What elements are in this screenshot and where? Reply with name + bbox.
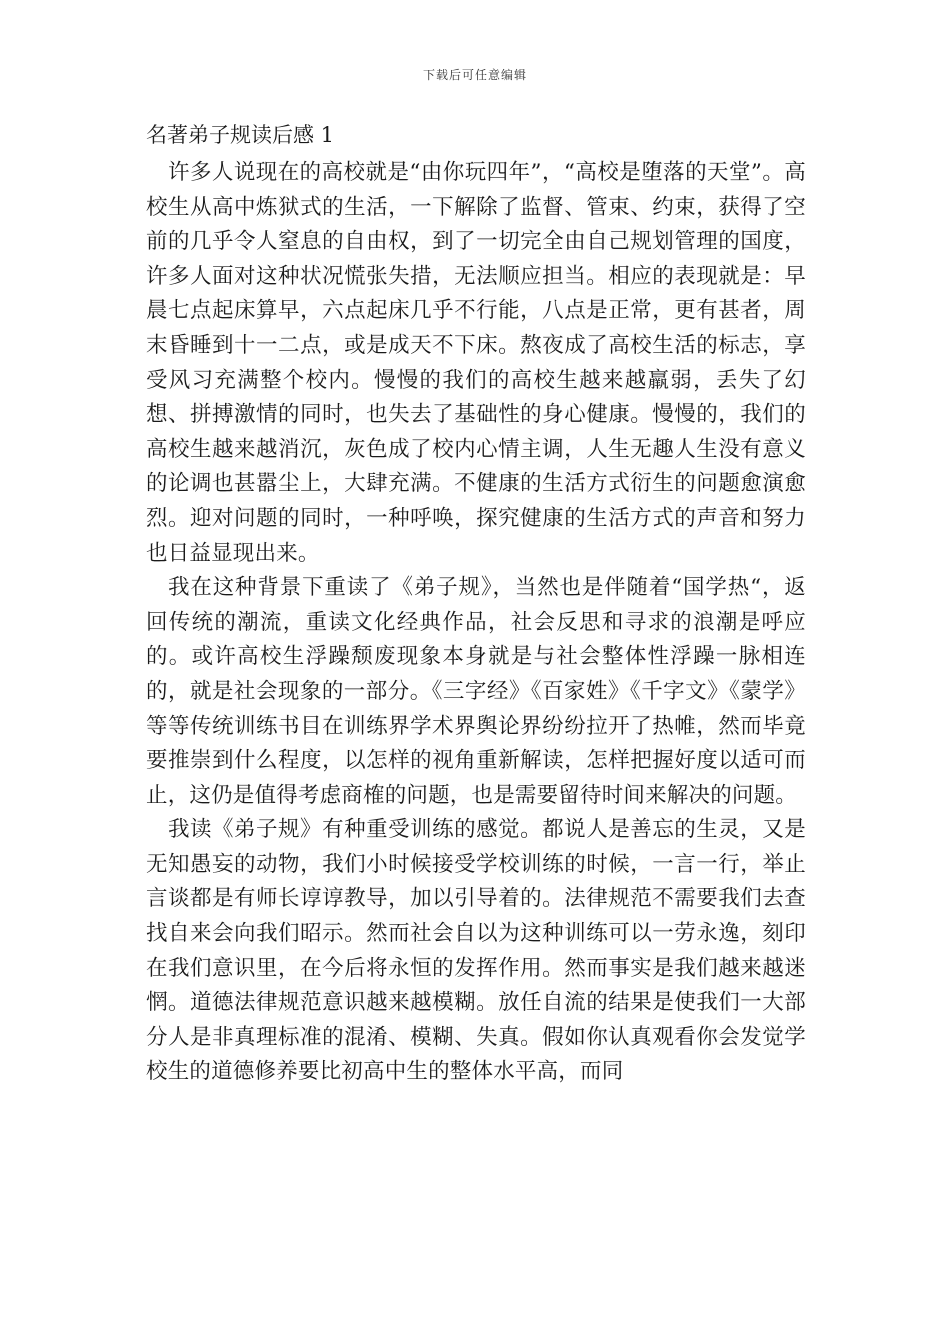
document-title: 名著弟子规读后感 1 <box>146 123 335 147</box>
paragraph: 我读《弟子规》有种重受训练的感觉。都说人是善忘的生灵，又是无知愚妄的动物，我们小时候接受学校训练的时候，一言一行，举止言谈都是有师长谆谆教导，加以引导着的。法律规范不需要我们去查找自来会向我们昭示。然而社会自以为这种训练可以一劳永逸，刻印在我们意识里，在今后将永恒的发挥作用。然而事实是我们越来越迷惘。道德法律规范意识越来越模糊。放任自流的结果是使我们一大部分人是非真理标准的混淆、模糊、失真。假如你认真观看你会发觉学校生的道德修养要比初高中生的整体水平高，而同 <box>146 817 806 1085</box>
document-body <box>146 156 806 1090</box>
paragraph: 许多人说现在的高校就是“由你玩四年”，“高校是堕落的天堂”。高校生从高中炼狱式的生活，一下解除了监督、管束、约束，获得了空前的几乎令人窒息的自由权，到了一切完全由自己规划管理的国度，许多人面对这种状况慌张失措，无法顺应担当。相应的表现就是：早晨七点起床算早，六点起床几乎不行能，八点是正常，更有甚者，周末昏睡到十一二点，或是成天不下床。熬夜成了高校生活的标志，享受风习充满整个校内。慢慢的我们的高校生越来越羸弱，丢失了幻想、拼搏激情的同时，也失去了基础性的身心健康。慢慢的，我们的高校生越来越消沉，灰色成了校内心情主调，人生无趣人生没有意义的论调也甚嚣尘上，大肆充满。不健康的生活方式衍生的问题愈演愈烈。迎对问题的同时，一种呼唤，探究健康的生活方式的声音和努力也日益显现出来。 <box>146 160 806 566</box>
paragraph: 我在这种背景下重读了《弟子规》，当然也是伴随着“国学热“，返回传统的潮流，重读文化经典作品，社会反思和寻求的浪潮是呼应的。或许高校生浮躁颓废现象本身就是与社会整体性浮躁一脉相连的，就是社会现象的一部分。《三字经》《百家姓》《千字文》《蒙学》等等传统训练书目在训练界学术界舆论界纷纷拉开了热帷，然而毕竟要推崇到什么程度，以怎样的视角重新解读，怎样把握好度以适可而止，这仍是值得考虑商榷的问题，也是需要留待时间来解决的问题。 <box>146 575 806 808</box>
header-note: 下载后可任意编辑 <box>422 68 527 82</box>
